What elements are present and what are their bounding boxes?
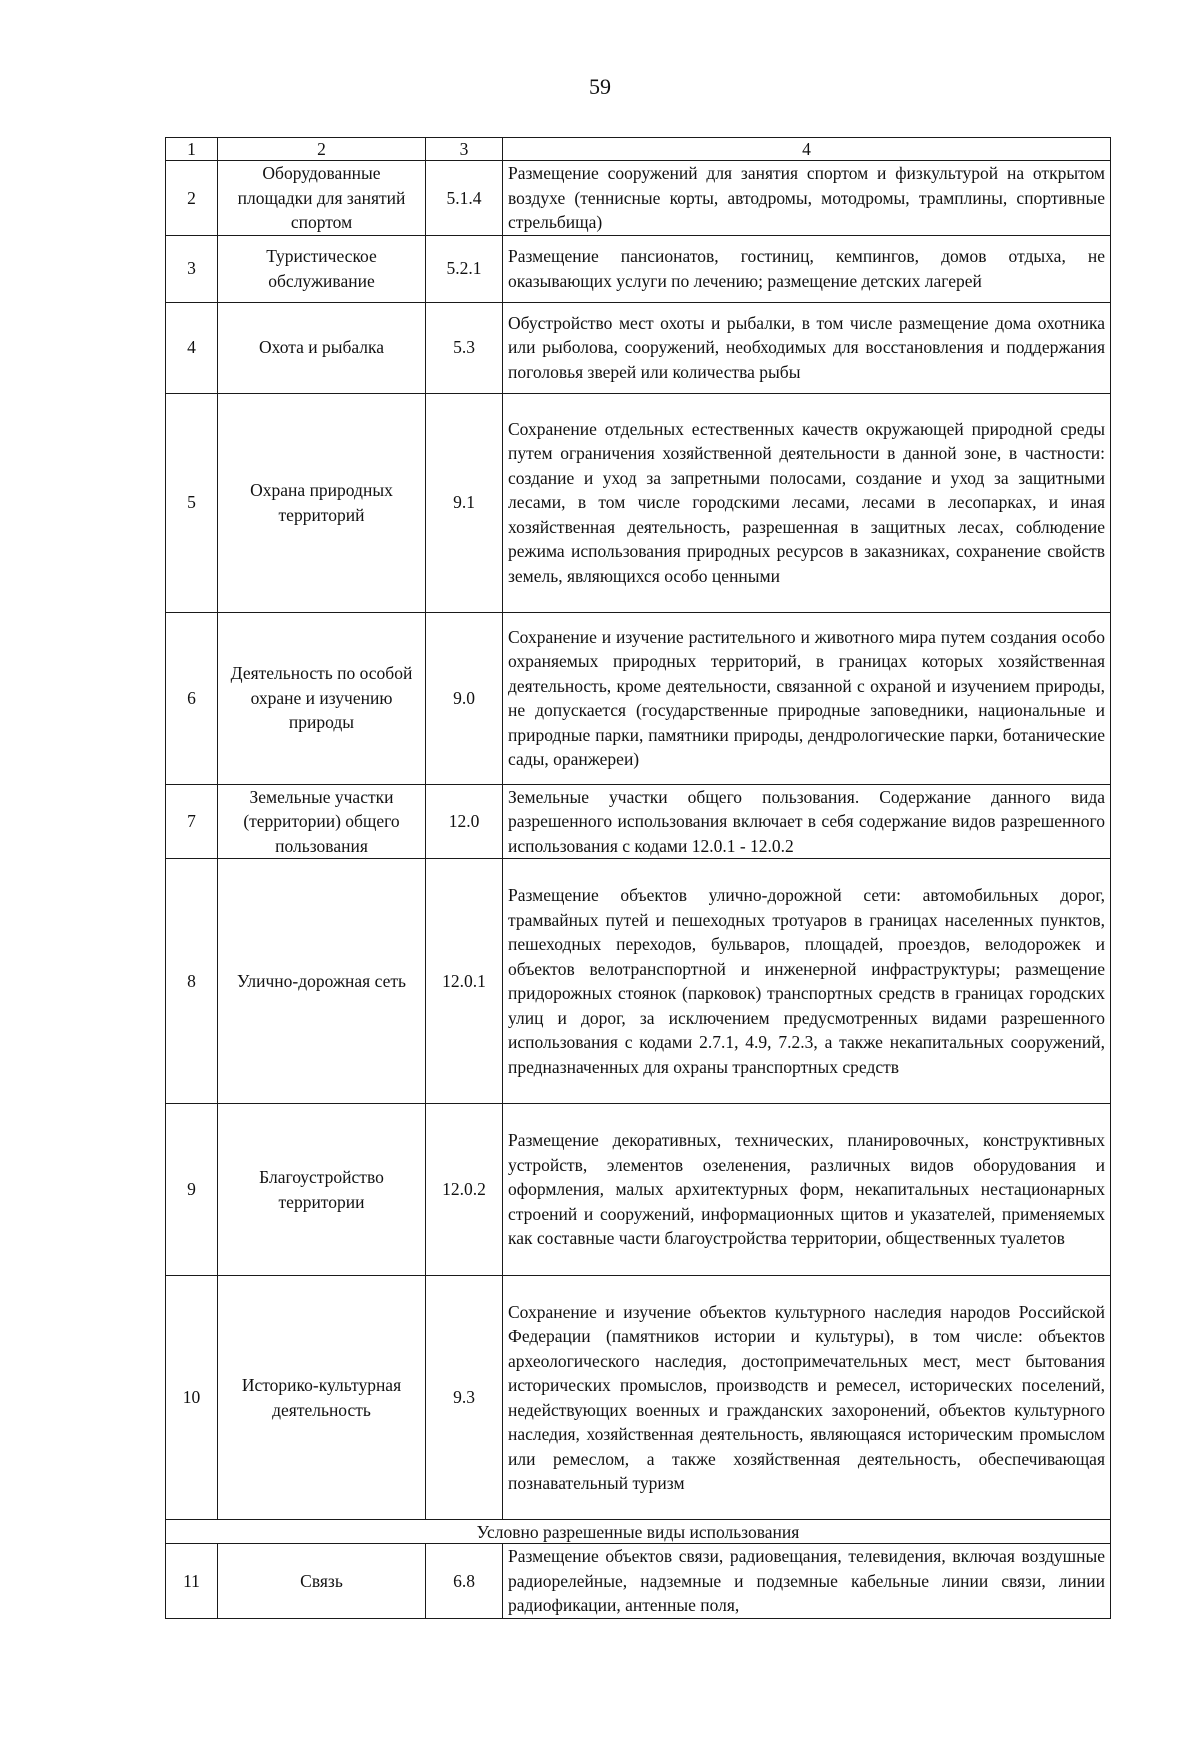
use-type-description: Сохранение и изучение объектов культурного наследия народов Российской Федерации (памятников истории и культуры), в том числе: объектов археологического наследия, достопримечательных мест, мест бытования исторических промыслов, производств и ремесел, исторических поселений, недействующих военных и гражданских захоронений, объектов культурного наследия, хозяйственная деятельность, являющаяся историческим промыслом или ремеслом, а также хозяйственная деятельность, обеспечивающая познавательный туризм (503, 1276, 1111, 1520)
row-number: 4 (166, 302, 218, 393)
use-type-name: Туристическое обслуживание (218, 235, 426, 302)
use-type-description: Обустройство мест охоты и рыбалки, в том числе размещение дома охотника или рыболова, сооружений, необходимых для восстановления и поддержания поголовья зверей или количества рыбы (503, 302, 1111, 393)
use-type-description: Размещение объектов улично-дорожной сети: автомобильных дорог, трамвайных путей и пешеходных тротуаров в границах населенных пунктов, пешеходных переходов, бульваров, площадей, проездов, велодорожек и объектов велотранспортной и инженерной инфраструктуры; размещение придорожных стоянок (парковок) транспортных средств в границах городских улиц и дорог, за исключением предусмотренных видами разрешенного использования с кодами 2.7.1, 4.9, 7.2.3, а также некапитальных сооружений, предназначенных для охраны транспортных средств (503, 859, 1111, 1104)
use-type-description: Земельные участки общего пользования. Содержание данного вида разрешенного использования включает в себя содержание видов разрешенного использования с кодами 12.0.1 - 12.0.2 (503, 784, 1111, 859)
row-number: 7 (166, 784, 218, 859)
use-type-code: 12.0.1 (426, 859, 503, 1104)
use-type-code: 12.0.2 (426, 1104, 503, 1276)
table-row (166, 1276, 1111, 1520)
table-row (166, 1544, 1111, 1619)
use-type-code: 9.0 (426, 612, 503, 784)
use-type-name: Улично-дорожная сеть (218, 859, 426, 1104)
header-col-1: 1 (166, 138, 218, 161)
use-type-name: Благоустройство территории (218, 1104, 426, 1276)
use-type-name: Историко-культурная деятельность (218, 1276, 426, 1520)
table-row (166, 859, 1111, 1104)
row-number: 8 (166, 859, 218, 1104)
use-type-code: 6.8 (426, 1544, 503, 1619)
use-type-name: Охрана природных территорий (218, 393, 426, 612)
use-type-name: Связь (218, 1544, 426, 1619)
row-number: 10 (166, 1276, 218, 1520)
table-header-row (166, 138, 1111, 161)
table-row (166, 393, 1111, 612)
use-type-description: Сохранение отдельных естественных качеств окружающей природной среды путем ограничения хозяйственной деятельности в данной зоне, в частности: создание и уход за запретными полосами, создание и уход за защитными лесами, в том числе городскими лесами, лесами в лесопарках, и иная хозяйственная деятельность, разрешенная в защитных лесах, соблюдение режима использования природных ресурсов в заказниках, сохранение свойств земель, являющихся особо ценными (503, 393, 1111, 612)
use-type-description: Размещение декоративных, технических, планировочных, конструктивных устройств, элементов озеленения, различных видов оборудования и оформления, малых архитектурных форм, некапитальных нестационарных строений и сооружений, информационных щитов и указателей, применяемых как составные части благоустройства территории, общественных туалетов (503, 1104, 1111, 1276)
use-type-description: Сохранение и изучение растительного и животного мира путем создания особо охраняемых природных территорий, в границах которых хозяйственная деятельность, кроме деятельности, связанной с охраной и изучением природы, не допускается (государственные природные заповедники, национальные и природные парки, памятники природы, дендрологические парки, ботанические сады, оранжереи) (503, 612, 1111, 784)
row-number: 9 (166, 1104, 218, 1276)
use-type-description: Размещение объектов связи, радиовещания, телевидения, включая воздушные радиорелейные, надземные и подземные кабельные линии связи, линии радиофикации, антенные поля, (503, 1544, 1111, 1619)
table-row (166, 612, 1111, 784)
use-type-code: 9.1 (426, 393, 503, 612)
use-type-code: 5.1.4 (426, 161, 503, 236)
table-row (166, 161, 1111, 236)
use-type-code: 5.3 (426, 302, 503, 393)
table-row (166, 235, 1111, 302)
use-type-name: Деятельность по особой охране и изучению природы (218, 612, 426, 784)
land-use-table (165, 137, 1111, 1619)
page-number: 59 (589, 74, 611, 99)
use-type-name: Земельные участки (территории) общего пользования (218, 784, 426, 859)
table-row (166, 784, 1111, 859)
row-number: 3 (166, 235, 218, 302)
header-col-2: 2 (218, 138, 426, 161)
use-type-description: Размещение сооружений для занятия спортом и физкультурой на открытом воздухе (теннисные корты, автодромы, мотодромы, трамплины, спортивные стрельбища) (503, 161, 1111, 236)
section-title: Условно разрешенные виды использования (166, 1520, 1111, 1544)
use-type-description: Размещение пансионатов, гостиниц, кемпингов, домов отдыха, не оказывающих услуги по лечению; размещение детских лагерей (503, 235, 1111, 302)
row-number: 6 (166, 612, 218, 784)
use-type-code: 9.3 (426, 1276, 503, 1520)
header-col-4: 4 (503, 138, 1111, 161)
header-col-3: 3 (426, 138, 503, 161)
table-row (166, 302, 1111, 393)
use-type-code: 12.0 (426, 784, 503, 859)
row-number: 2 (166, 161, 218, 236)
row-number: 5 (166, 393, 218, 612)
use-type-name: Охота и рыбалка (218, 302, 426, 393)
use-type-name: Оборудованные площадки для занятий спортом (218, 161, 426, 236)
use-type-code: 5.2.1 (426, 235, 503, 302)
row-number: 11 (166, 1544, 218, 1619)
table-row (166, 1104, 1111, 1276)
section-row (166, 1520, 1111, 1544)
